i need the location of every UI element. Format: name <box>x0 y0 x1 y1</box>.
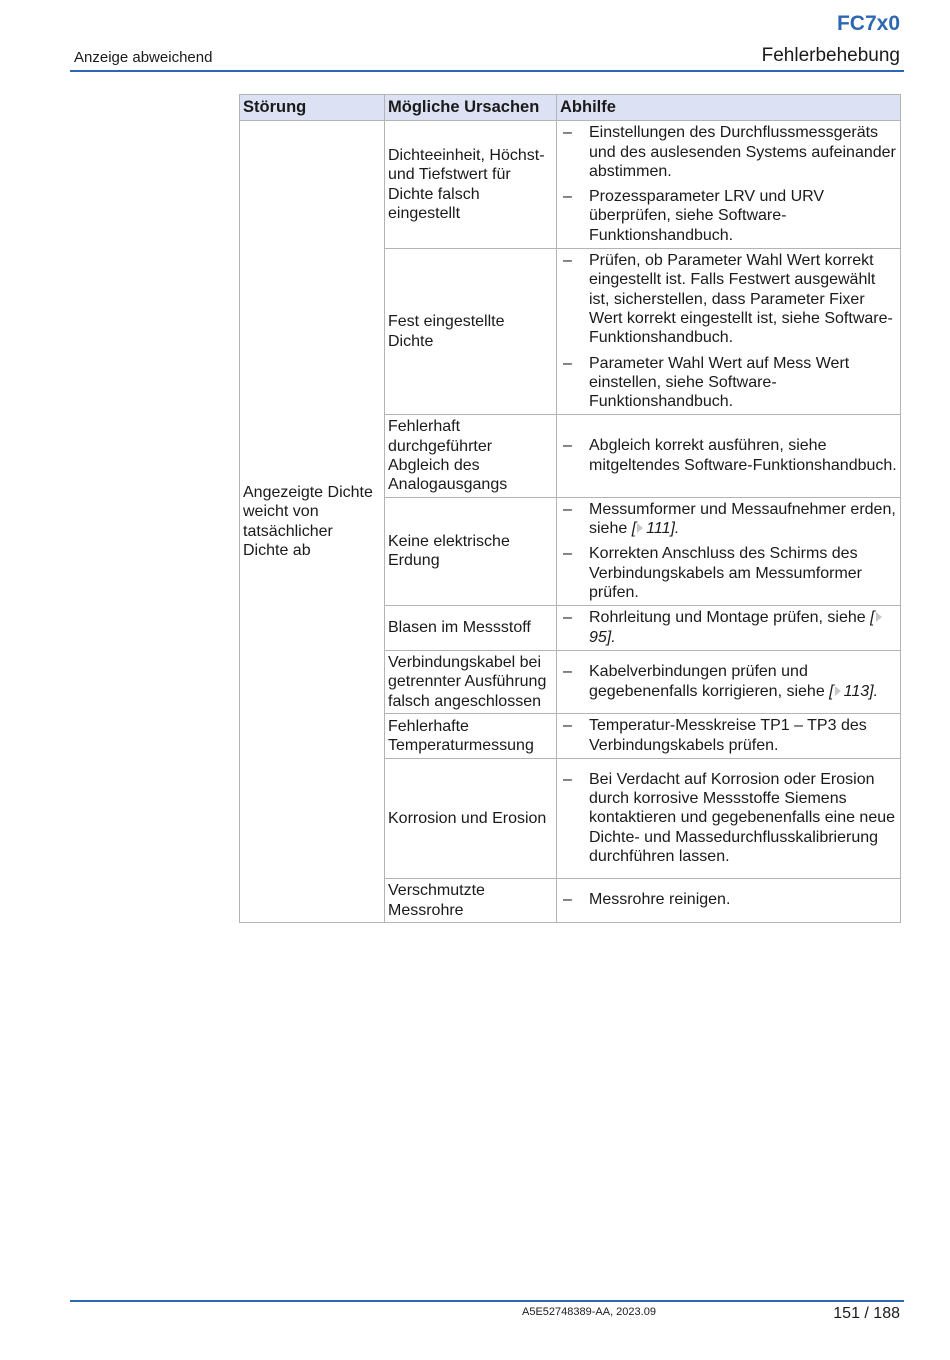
remedy-text: Parameter Wahl Wert auf Mess Wert einstellen, siehe Software-Funktionshandbuch. <box>589 354 850 411</box>
cause-cell: Verbindungskabel bei getrennter Ausführung falsch angeschlossen <box>385 651 557 714</box>
page-reference-link[interactable]: [ 111]. <box>627 519 680 537</box>
remedy-item <box>563 544 898 602</box>
dash-bullet: – <box>563 500 572 518</box>
remedy-item <box>563 770 898 866</box>
table-row <box>240 121 901 249</box>
remedy-item <box>563 662 898 701</box>
remedy-cell <box>557 606 901 651</box>
remedy-item <box>563 890 898 909</box>
dash-bullet: – <box>563 188 572 206</box>
remedy-text: Temperatur-Messkreise TP1 – TP3 des Verbindungskabels prüfen. <box>589 717 867 754</box>
footer-rule <box>70 1300 904 1302</box>
remedy-content <box>589 500 898 539</box>
cause-cell: Verschmutzte Messrohre <box>385 879 557 923</box>
remedy-text: Messrohre reinigen. <box>589 891 731 909</box>
column-header-cause: Mögliche Ursachen <box>385 95 557 121</box>
page-ref-number: 113 <box>843 682 870 700</box>
column-header-remedy: Abhilfe <box>557 95 901 121</box>
remedy-content <box>589 251 898 347</box>
dash-bullet: – <box>563 545 572 563</box>
cause-cell: Fehlerhaft durchgeführter Abgleich des Analogausgangs <box>385 415 557 497</box>
remedy-content <box>589 890 730 909</box>
remedy-text: Abgleich korrekt ausführen, siehe mitgeltendes Software-Funktionshandbuch. <box>589 437 897 474</box>
remedy-item <box>563 716 898 755</box>
dash-bullet: – <box>563 354 572 372</box>
page-ref-number: 111 <box>646 519 671 537</box>
remedy-item <box>563 436 898 475</box>
troubleshooting-table <box>239 94 901 923</box>
remedy-text: Rohrleitung und Montage prüfen, siehe <box>589 609 866 627</box>
remedy-item <box>563 123 898 181</box>
remedy-item <box>563 608 898 647</box>
dash-bullet: – <box>563 437 572 455</box>
page-ref-triangle-icon <box>835 686 841 696</box>
dash-bullet: – <box>563 609 572 627</box>
remedy-cell <box>557 714 901 759</box>
remedy-text: Einstellungen des Durchflussmessgeräts und des auslesenden Systems aufeinander abstimmen. <box>589 124 896 180</box>
dash-bullet: – <box>563 252 572 270</box>
remedy-content <box>589 544 898 602</box>
remedy-content <box>589 608 898 647</box>
remedy-text: Korrekten Anschluss des Schirms des Verbindungskabels am Messumformer prüfen. <box>589 545 863 601</box>
page-reference-link[interactable]: [95]. <box>589 609 885 645</box>
remedy-item <box>563 500 898 539</box>
cause-cell: Korrosion und Erosion <box>385 759 557 879</box>
remedy-cell <box>557 121 901 249</box>
cause-cell: Blasen im Messstoff <box>385 606 557 651</box>
page-reference-link[interactable]: [ 113]. <box>824 682 879 700</box>
remedy-content <box>589 662 898 701</box>
footer-doc-id: A5E52748389-AA, 2023.09 <box>522 1306 656 1318</box>
remedy-item <box>563 187 898 245</box>
remedy-content <box>589 123 898 181</box>
page-ref-number: 95 <box>589 628 607 646</box>
section-title-right: Fehlerbehebung <box>761 45 900 66</box>
dash-bullet: – <box>563 891 572 909</box>
remedy-item <box>563 251 898 347</box>
dash-bullet: – <box>563 124 572 142</box>
remedy-cell <box>557 651 901 714</box>
remedy-text: Prüfen, ob Parameter Wahl Wert korrekt eingestellt ist. Falls Festwert ausgewählt ist, sicherstellen, dass Parameter Fixer Wert korrekt eingestellt ist, siehe Software-Funktionshandbuch. <box>589 252 893 347</box>
page-number: 151 / 188 <box>833 1305 900 1322</box>
cause-cell: Fehlerhafte Temperaturmessung <box>385 714 557 759</box>
page-ref-triangle-icon <box>637 523 643 533</box>
remedy-content <box>589 770 898 866</box>
dash-bullet: – <box>563 717 572 735</box>
cause-cell: Dichteeinheit, Höchst- und Tiefstwert für Dichte falsch eingestellt <box>385 121 557 249</box>
remedy-cell <box>557 415 901 497</box>
remedy-cell <box>557 759 901 879</box>
page-ref-triangle-icon <box>876 612 882 622</box>
remedy-text: Messumformer und Messaufnehmer erden, siehe <box>589 500 896 537</box>
dash-bullet: – <box>563 770 572 788</box>
header-rule <box>70 70 904 72</box>
remedy-content <box>589 716 898 755</box>
remedy-content <box>589 354 898 412</box>
cause-cell: Fest eingestellte Dichte <box>385 249 557 415</box>
section-title-left: Anzeige abweichend <box>74 49 213 66</box>
remedy-cell <box>557 879 901 923</box>
remedy-text: Kabelverbindungen prüfen und gegebenenfalls korrigieren, siehe <box>589 663 825 700</box>
remedy-cell <box>557 497 901 605</box>
cause-cell: Keine elektrische Erdung <box>385 497 557 605</box>
fault-cell: Angezeigte Dichte weicht von tatsächlicher Dichte ab <box>240 121 385 923</box>
remedy-text: Prozessparameter LRV und URV überprüfen, siehe Software-Funktionshandbuch. <box>589 188 825 244</box>
remedy-content <box>589 187 898 245</box>
remedy-item <box>563 354 898 412</box>
column-header-fault: Störung <box>240 95 385 121</box>
remedy-text: Bei Verdacht auf Korrosion oder Erosion durch korrosive Messstoffe Siemens kontaktieren und gegebenenfalls eine neue Dichte- und Massedurchflusskalibrierung durchführen lassen. <box>589 770 896 866</box>
product-title: FC7x0 <box>836 12 900 35</box>
dash-bullet: – <box>563 663 572 681</box>
table-header-row <box>240 95 901 121</box>
remedy-cell <box>557 249 901 415</box>
remedy-content <box>589 436 898 475</box>
